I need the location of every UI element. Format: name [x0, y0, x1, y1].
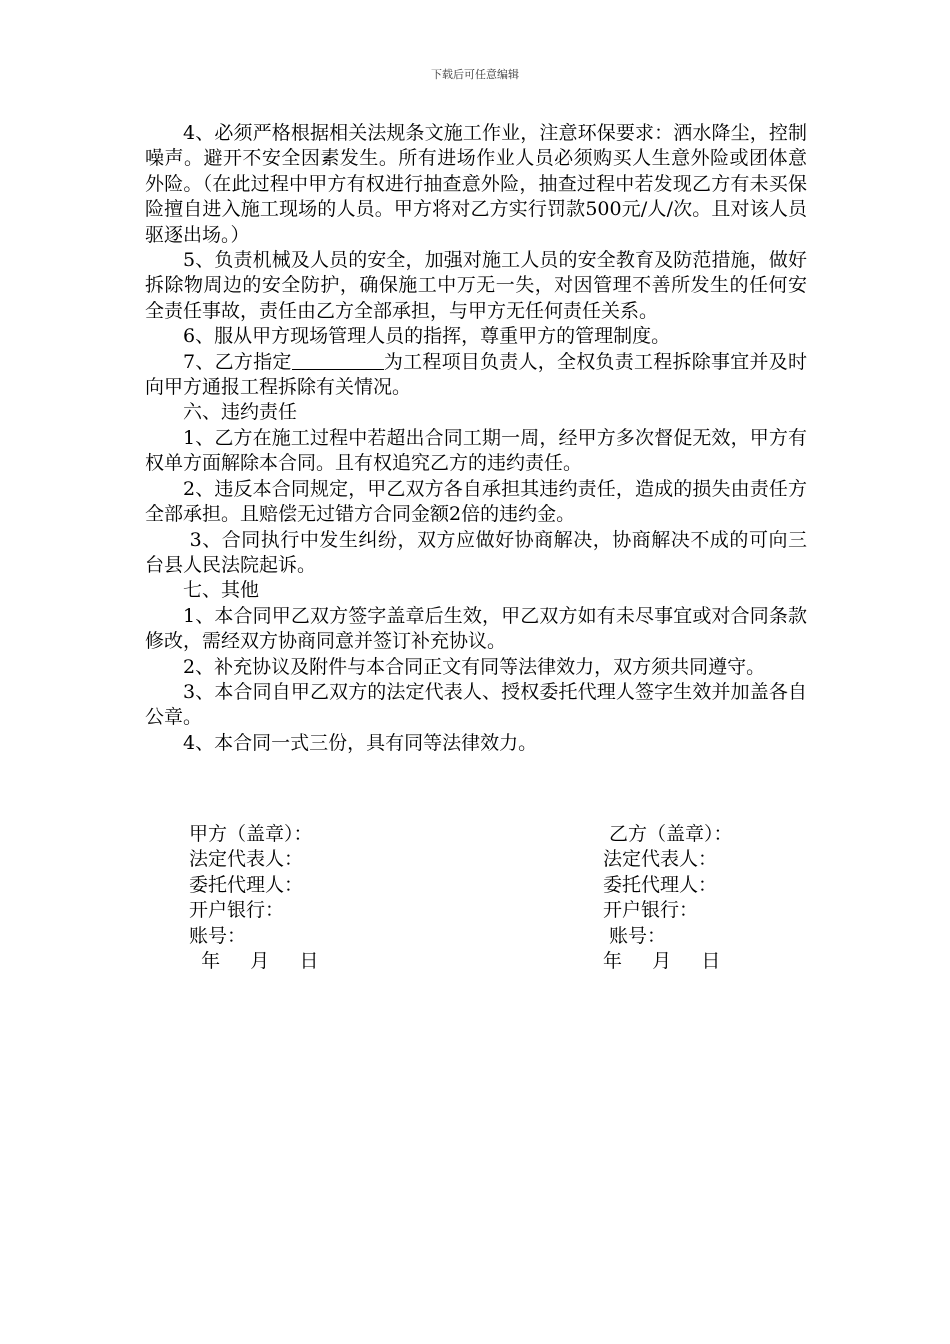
- party-a-seal-label: 甲方（盖章）：: [189, 823, 313, 845]
- clause-5-7: [145, 350, 807, 401]
- clause-7-2: 2、补充协议及附件与本合同正文有同等法律效力，双方须共同遵守。: [183, 655, 766, 678]
- party-b-bank-label: 开户银行：: [603, 899, 699, 922]
- clause-5-5: 5、负责机械及人员的安全，加强对施工人员的安全教育及防范措施，做好拆除物周边的安全防护，确保施工中万无一失，对因管理不善所发生的任何安全责任事故，责任由乙方全部承担，与甲方无任何责任关系。: [145, 249, 807, 322]
- clause-5-4: 4、必须严格根据相关法规条文施工作业，注意环保要求：洒水降尘，控制噪声。避开不安全因素发生。所有进场作业人员必须购买人生意外险或团体意外险。（在此过程中甲方有权进行抽查意外险，抽查过程中若发现乙方有未买保险擅自进入施工现场的人员。甲方将对乙方实行罚款500元/人/次。且对该人员驱逐出场。）: [145, 122, 807, 246]
- party-b-agent-label: 委托代理人：: [603, 873, 718, 896]
- clause-6-2: 2、违反本合同规定，甲乙双方各自承担其违约责任，造成的损失由责任方全部承担。且赔偿无过错方合同金额2倍的违约金。: [145, 477, 807, 526]
- project-leader-blank: [292, 351, 384, 370]
- clause-5-7-before: 7、乙方指定: [183, 350, 292, 373]
- clause-5-7-after: 为工程项目负责人，全权负责工程拆除事宜并及时向甲方通报工程拆除有关情况。: [145, 350, 807, 399]
- clause-7-3: 3、本合同自甲乙双方的法定代表人、授权委托代理人签字生效并加盖各自公章。: [145, 680, 807, 729]
- party-b-signature-block: [603, 822, 863, 974]
- party-a-agent-label: 委托代理人：: [189, 873, 304, 896]
- party-a-legal-rep-label: 法定代表人：: [189, 848, 304, 871]
- party-a-signature-block: [189, 822, 489, 974]
- section-7-heading: 七、其他: [183, 579, 260, 602]
- party-b-legal-rep-label: 法定代表人：: [603, 848, 718, 871]
- party-b-date-label: 年 月 日: [603, 950, 721, 973]
- clause-7-4: 4、本合同一式三份，具有同等法律效力。: [183, 731, 538, 754]
- party-a-account-label: 账号：: [189, 924, 247, 947]
- clause-5-6: 6、服从甲方现场管理人员的指挥，尊重甲方的管理制度。: [183, 325, 671, 348]
- clause-6-1: 1、乙方在施工过程中若超出合同工期一周，经甲方多次督促无效，甲方有权单方面解除本合同。且有权追究乙方的违约责任。: [145, 426, 807, 475]
- party-a-bank-label: 开户银行：: [189, 899, 285, 922]
- page-header: 下载后可任意编辑: [431, 68, 519, 81]
- contract-body: [145, 121, 807, 756]
- party-b-seal-label: 乙方（盖章）：: [603, 823, 733, 845]
- party-b-account-label: 账号：: [603, 924, 667, 947]
- party-a-date-label: 年 月 日: [189, 950, 319, 973]
- clause-7-1: 1、本合同甲乙双方签字盖章后生效，甲乙双方如有未尽事宜或对合同条款修改，需经双方协商同意并签订补充协议。: [145, 604, 807, 653]
- section-6-heading: 六、违约责任: [183, 401, 298, 424]
- clause-6-3: 3、合同执行中发生纠纷，双方应做好协商解决，协商解决不成的可向三台县人民法院起诉。: [145, 528, 808, 576]
